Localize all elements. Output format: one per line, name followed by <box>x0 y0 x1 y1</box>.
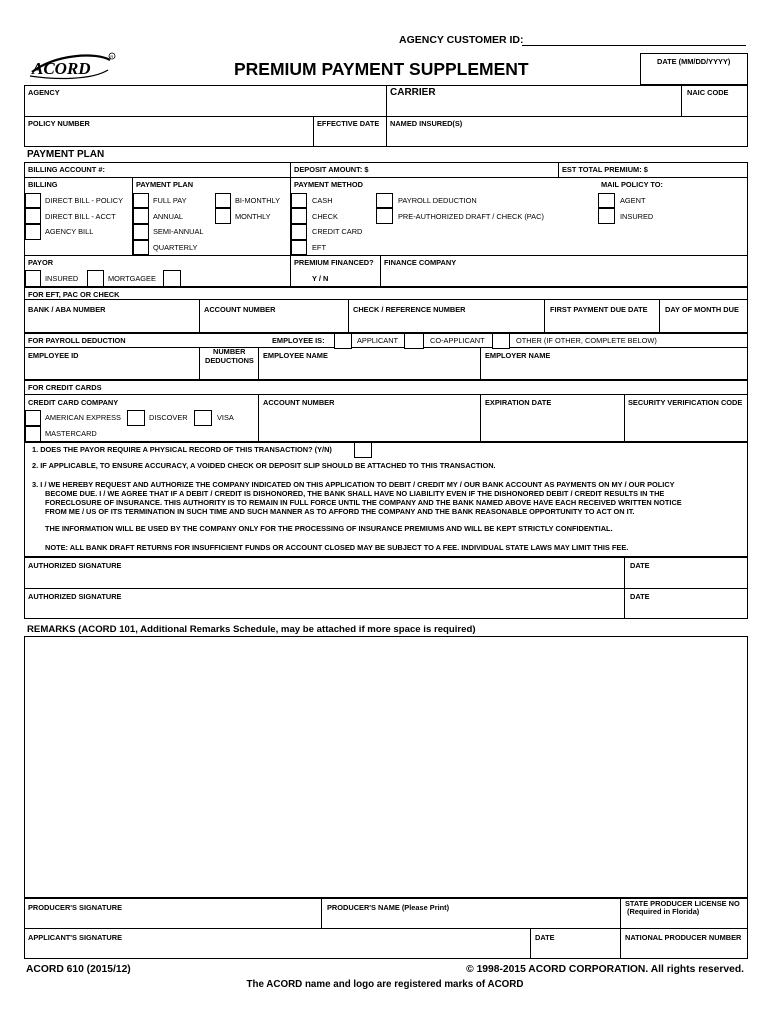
annual-label: ANNUAL <box>153 212 183 221</box>
deposit-amount-label: DEPOSIT AMOUNT: $ <box>294 165 369 174</box>
check-reference-field[interactable] <box>350 316 543 332</box>
form-title: PREMIUM PAYMENT SUPPLEMENT <box>234 59 529 79</box>
mail-insured-checkbox[interactable] <box>598 208 615 224</box>
agency-bill-label: AGENCY BILL <box>45 227 94 236</box>
billing-label: BILLING <box>28 180 58 189</box>
monthly-checkbox[interactable] <box>215 208 231 224</box>
svg-text:R: R <box>110 54 114 59</box>
co-applicant-checkbox[interactable] <box>404 333 424 349</box>
eft-checkbox[interactable] <box>291 240 307 255</box>
auth-date-1-field[interactable] <box>626 572 746 587</box>
effective-date-label: EFFECTIVE DATE <box>317 119 380 128</box>
physical-record-yn-field[interactable] <box>354 442 372 458</box>
billing-account-label: BILLING ACCOUNT #: <box>28 165 105 174</box>
mail-agent-label: AGENT <box>620 196 646 205</box>
auth-date-2-field[interactable] <box>626 603 746 618</box>
visa-checkbox[interactable] <box>194 410 212 426</box>
auth-date-1-label: DATE <box>630 561 650 570</box>
annual-checkbox[interactable] <box>133 208 149 224</box>
quarterly-label: QUARTERLY <box>153 243 198 252</box>
credit-card-title: FOR CREDIT CARDS <box>28 383 102 392</box>
named-insureds-field[interactable] <box>388 130 746 146</box>
first-payment-due-label: FIRST PAYMENT DUE DATE <box>550 305 648 314</box>
bi-monthly-checkbox[interactable] <box>215 193 231 208</box>
agency-label: AGENCY <box>28 88 60 97</box>
authorized-signature-1-field[interactable] <box>25 572 623 587</box>
credit-card-company-label: CREDIT CARD COMPANY <box>28 398 119 407</box>
bi-monthly-label: BI-MONTHLY <box>235 196 281 205</box>
payroll-deduction-checkbox[interactable] <box>376 193 393 208</box>
bank-aba-label: BANK / ABA NUMBER <box>28 305 106 314</box>
employee-id-field[interactable] <box>25 362 198 379</box>
mail-agent-checkbox[interactable] <box>598 193 615 208</box>
eft-label: EFT <box>312 243 326 252</box>
employer-name-label: EMPLOYER NAME <box>485 351 551 360</box>
est-total-premium-label: EST TOTAL PREMIUM: $ <box>562 165 648 174</box>
authorized-signature-2-field[interactable] <box>25 603 623 618</box>
cash-checkbox[interactable] <box>291 193 307 208</box>
payor-other-checkbox[interactable] <box>163 270 181 287</box>
naic-code-label: NAIC CODE <box>687 88 729 97</box>
payor-insured-label: INSURED <box>45 274 79 283</box>
note-voided-check: 2. IF APPLICABLE, TO ENSURE ACCURACY, A VOIDED CHECK OR DEPOSIT SLIP SHOULD BE ATTACHED TO THIS TRANSACTION. <box>32 461 496 470</box>
note-authorize-l2: BECOME DUE. I / WE AGREE THAT IF A DEBIT / CREDIT IS DISHONORED, THE BANK SHALL HAVE NO LIABILITY EVEN IF THE DISHONORED DEBIT / CREDIT RESULTS IN THE <box>45 489 665 498</box>
authorized-signature-1-label: AUTHORIZED SIGNATURE <box>28 561 122 570</box>
national-producer-number-label: NATIONAL PRODUCER NUMBER <box>625 933 742 942</box>
note-physical-record: 1. DOES THE PAYOR REQUIRE A PHYSICAL RECORD OF THIS TRANSACTION? (Y/N) <box>32 445 332 454</box>
bank-aba-field[interactable] <box>25 316 198 332</box>
mastercard-checkbox[interactable] <box>25 426 41 442</box>
applicant-date-field[interactable] <box>532 944 619 958</box>
other-employee-label: OTHER (IF OTHER, COMPLETE BELOW) <box>516 336 657 345</box>
monthly-label: MONTHLY <box>235 212 271 221</box>
remarks-area[interactable] <box>24 636 748 898</box>
payment-plan-label: PAYMENT PLAN <box>136 180 194 189</box>
state-license-label-2: (Required in Florida) <box>627 907 700 916</box>
number-deductions-label-2: DEDUCTIONS <box>205 356 254 365</box>
finance-company-field[interactable] <box>382 268 746 286</box>
premium-financed-yn[interactable]: Y / N <box>312 274 329 283</box>
security-code-field[interactable] <box>626 410 746 441</box>
authorized-signature-2-label: AUTHORIZED SIGNATURE <box>28 592 122 601</box>
check-checkbox[interactable] <box>291 208 307 224</box>
cc-account-number-label: ACCOUNT NUMBER <box>263 398 335 407</box>
payment-method-label: PAYMENT METHOD <box>294 180 363 189</box>
semi-annual-checkbox[interactable] <box>133 224 149 240</box>
direct-bill-acct-label: DIRECT BILL - ACCT <box>45 212 116 221</box>
state-license-field[interactable] <box>622 916 746 927</box>
payroll-deduction-label: PAYROLL DEDUCTION <box>398 196 477 205</box>
amex-label: AMERICAN EXPRESS <box>45 413 121 422</box>
direct-bill-policy-label: DIRECT BILL - POLICY <box>45 196 124 205</box>
employer-name-field[interactable] <box>482 362 746 379</box>
form-id: ACORD 610 (2015/12) <box>26 964 131 975</box>
employee-is-label: EMPLOYEE IS: <box>272 336 325 345</box>
premium-financed-label: PREMIUM FINANCED? <box>294 258 374 267</box>
check-label: CHECK <box>312 212 338 221</box>
discover-label: DISCOVER <box>149 413 188 422</box>
direct-bill-policy-checkbox[interactable] <box>25 193 41 208</box>
cc-account-number-field[interactable] <box>260 410 479 441</box>
direct-bill-acct-checkbox[interactable] <box>25 208 41 224</box>
pre-authorized-checkbox[interactable] <box>376 208 393 224</box>
check-reference-label: CHECK / REFERENCE NUMBER <box>353 305 466 314</box>
named-insureds-label: NAMED INSURED(S) <box>390 119 463 128</box>
discover-checkbox[interactable] <box>127 410 145 426</box>
svg-text:ACORD: ACORD <box>32 59 91 78</box>
agency-field[interactable] <box>25 98 385 116</box>
amex-checkbox[interactable] <box>25 410 41 426</box>
acord-logo <box>26 50 118 84</box>
visa-label: VISA <box>217 413 234 422</box>
note-authorize-l3: FORECLOSURE OF INSURANCE. THIS AUTHORITY IS TO REMAIN IN FULL FORCE UNTIL THE COMPANY AND THE BANK NAMED ABOVE HAVE EACH RECEIVED WRITTEN NOTICE <box>45 498 682 507</box>
date-label: DATE (MM/DD/YYYY) <box>657 57 731 66</box>
employee-name-label: EMPLOYEE NAME <box>263 351 328 360</box>
producer-signature-field[interactable] <box>25 913 320 927</box>
note-authorize-l4: FROM ME / US OF ITS TERMINATION IN SUCH TIME AND SUCH MANNER AS TO AFFORD THE COMPANY AND THE BANK REASONABLE OPPORTUNITY TO ACT ON IT. <box>45 507 635 516</box>
copyright: © 1998-2015 ACORD CORPORATION. All rights reserved. <box>466 964 744 975</box>
credit-card-label: CREDIT CARD <box>312 227 363 236</box>
producer-signature-label: PRODUCER'S SIGNATURE <box>28 903 123 912</box>
payment-plan-section-title: PAYMENT PLAN <box>27 149 105 160</box>
employee-name-field[interactable] <box>260 362 479 379</box>
producer-name-label: PRODUCER'S NAME (Please Print) <box>327 903 450 912</box>
note-authorize-l1: 3. I / WE HEREBY REQUEST AND AUTHORIZE THE COMPANY INDICATED ON THIS APPLICATION TO DEBIT / CREDIT MY / OUR BANK ACCOUNT AS PAYMENTS ON MY / OUR POLICY <box>32 480 675 489</box>
carrier-label: CARRIER <box>390 87 436 98</box>
applicant-signature-label: APPLICANT'S SIGNATURE <box>28 933 123 942</box>
mail-insured-label: INSURED <box>620 212 654 221</box>
carrier-field[interactable] <box>388 100 680 116</box>
co-applicant-label: CO-APPLICANT <box>430 336 485 345</box>
finance-company-label: FINANCE COMPANY <box>384 258 457 267</box>
remarks-title: REMARKS (ACORD 101, Additional Remarks Schedule, may be attached if more space is required) <box>27 624 476 635</box>
cash-label: CASH <box>312 196 333 205</box>
eft-account-number-label: ACCOUNT NUMBER <box>204 305 276 314</box>
applicant-label: APPLICANT <box>357 336 399 345</box>
number-deductions-label-1: NUMBER <box>213 347 246 356</box>
eft-title: FOR EFT, PAC OR CHECK <box>28 290 120 299</box>
national-producer-number-field[interactable] <box>622 944 746 958</box>
full-pay-label: FULL PAY <box>153 196 187 205</box>
payor-label: PAYOR <box>28 258 54 267</box>
expiration-date-field[interactable] <box>482 410 623 441</box>
applicant-date-label: DATE <box>535 933 555 942</box>
auth-date-2-label: DATE <box>630 592 650 601</box>
state-license-label-1: STATE PRODUCER LICENSE NO <box>625 899 740 908</box>
eft-account-number-field[interactable] <box>201 316 347 332</box>
quarterly-checkbox[interactable] <box>133 240 149 255</box>
first-payment-due-field[interactable] <box>546 316 658 332</box>
pre-authorized-label: PRE-AUTHORIZED DRAFT / CHECK (PAC) <box>398 212 544 221</box>
payor-mortgagee-label: MORTGAGEE <box>108 274 156 283</box>
applicant-checkbox[interactable] <box>334 333 352 349</box>
agency-bill-checkbox[interactable] <box>25 224 41 240</box>
policy-number-label: POLICY NUMBER <box>28 119 90 128</box>
note-fee: NOTE: ALL BANK DRAFT RETURNS FOR INSUFFICIENT FUNDS OR ACCOUNT CLOSED MAY BE SUBJECT TO A FEE. INDIVIDUAL STATE LAWS MAY LIMIT THIS FEE. <box>45 543 629 552</box>
producer-name-field[interactable] <box>323 913 619 927</box>
trademark: The ACORD name and logo are registered marks of ACORD <box>246 979 524 990</box>
semi-annual-label: SEMI-ANNUAL <box>153 227 204 236</box>
expiration-date-label: EXPIRATION DATE <box>485 398 552 407</box>
employee-id-label: EMPLOYEE ID <box>28 351 79 360</box>
payor-mortgagee-checkbox[interactable] <box>87 270 104 287</box>
agency-customer-id-label: AGENCY CUSTOMER ID: <box>399 34 524 46</box>
security-code-label: SECURITY VERIFICATION CODE <box>628 398 743 407</box>
payor-insured-checkbox[interactable] <box>25 270 41 287</box>
mail-policy-to-label: MAIL POLICY TO: <box>601 180 664 189</box>
mastercard-label: MASTERCARD <box>45 429 97 438</box>
applicant-signature-field[interactable] <box>25 944 529 958</box>
full-pay-checkbox[interactable] <box>133 193 149 208</box>
other-employee-checkbox[interactable] <box>492 333 510 349</box>
day-of-month-due-field[interactable] <box>661 316 746 332</box>
note-confidential: THE INFORMATION WILL BE USED BY THE COMPANY ONLY FOR THE PROCESSING OF INSURANCE PREMIUMS AND WILL BE KEPT STRICTLY CONFIDENTIAL. <box>45 524 613 533</box>
credit-card-checkbox[interactable] <box>291 224 307 240</box>
agency-customer-id-field[interactable] <box>522 45 746 46</box>
payroll-title: FOR PAYROLL DEDUCTION <box>28 336 126 345</box>
day-of-month-due-label: DAY OF MONTH DUE <box>665 305 739 314</box>
policy-number-field[interactable] <box>25 130 312 146</box>
